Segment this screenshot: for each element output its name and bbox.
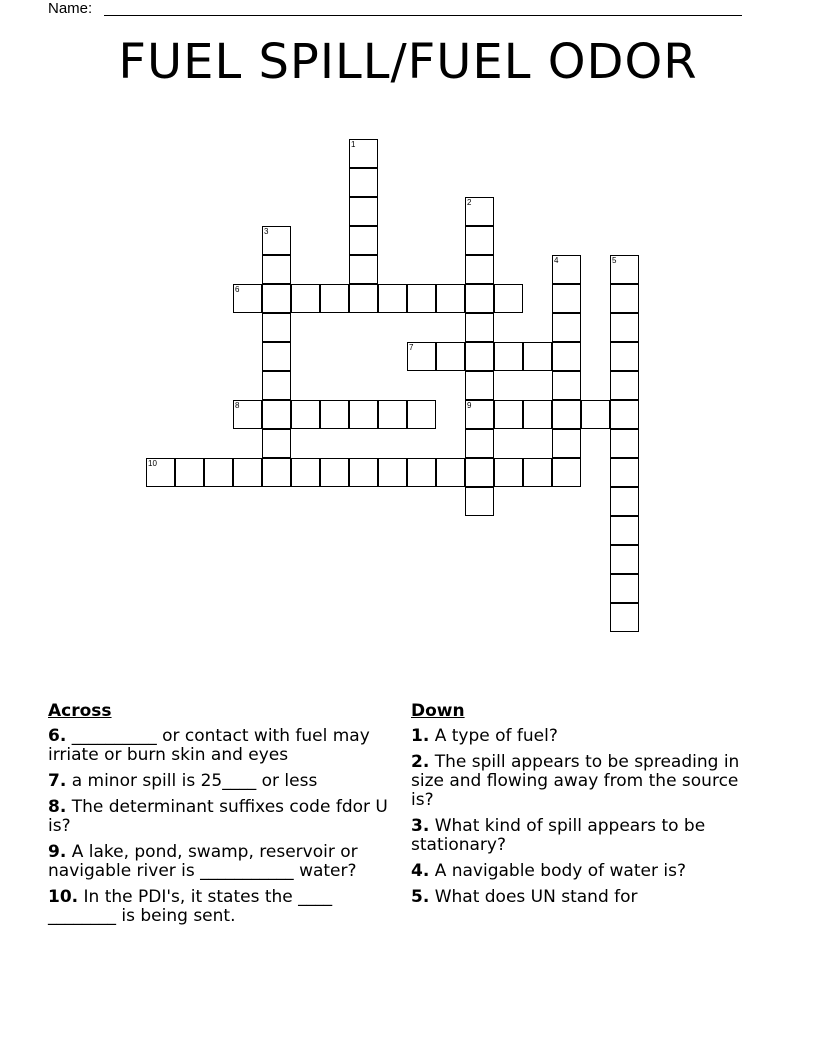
crossword-cell[interactable] (262, 313, 291, 342)
cell-number: 9 (467, 401, 472, 410)
crossword-cell[interactable] (349, 226, 378, 255)
name-label: Name: (48, 0, 93, 17)
crossword-cell[interactable] (610, 458, 639, 487)
crossword-cell[interactable] (175, 458, 204, 487)
down-heading: Down (411, 701, 465, 721)
crossword-cell[interactable] (552, 371, 581, 400)
crossword-cell[interactable] (146, 458, 175, 487)
crossword-cell[interactable] (465, 313, 494, 342)
crossword-cell[interactable] (610, 516, 639, 545)
crossword-cell[interactable] (494, 342, 523, 371)
crossword-cell[interactable] (349, 255, 378, 284)
crossword-cell[interactable] (407, 284, 436, 313)
crossword-cell[interactable] (465, 255, 494, 284)
clue-text: What kind of spill appears to be stationary? (411, 816, 706, 855)
crossword-cell[interactable] (262, 284, 291, 313)
clue-number: 4. (411, 861, 430, 881)
crossword-cell[interactable] (233, 400, 262, 429)
cell-number: 10 (148, 459, 157, 468)
crossword-cell[interactable] (610, 371, 639, 400)
crossword-cell[interactable] (320, 458, 349, 487)
clue-text: The determinant suffixes code fdor U is? (48, 797, 388, 836)
crossword-cell[interactable] (610, 429, 639, 458)
crossword-cell[interactable] (465, 429, 494, 458)
clue-down-3 (411, 817, 761, 855)
clue-number: 1. (411, 726, 430, 746)
crossword-cell[interactable] (523, 400, 552, 429)
crossword-cell[interactable] (320, 400, 349, 429)
crossword-cell[interactable] (262, 400, 291, 429)
crossword-cell[interactable] (349, 197, 378, 226)
crossword-cell[interactable] (552, 255, 581, 284)
cell-number: 1 (351, 140, 356, 149)
clue-number: 5. (411, 887, 430, 907)
clue-text: In the PDI's, it states the ____ ________ is being sent. (48, 887, 333, 926)
crossword-cell[interactable] (349, 139, 378, 168)
crossword-cell[interactable] (262, 429, 291, 458)
crossword-cell[interactable] (320, 284, 349, 313)
clue-text: a minor spill is 25____ or less (66, 771, 318, 791)
crossword-cell[interactable] (436, 342, 465, 371)
crossword-cell[interactable] (465, 400, 494, 429)
cell-number: 2 (467, 198, 472, 207)
crossword-cell[interactable] (407, 458, 436, 487)
clue-text: A lake, pond, swamp, reservoir or navigable river is ___________ water? (48, 842, 358, 881)
crossword-cell[interactable] (436, 458, 465, 487)
page-title: FUEL SPILL/FUEL ODOR (118, 34, 698, 90)
clue-number: 2. (411, 752, 430, 772)
crossword-cell[interactable] (291, 284, 320, 313)
crossword-cell[interactable] (378, 284, 407, 313)
crossword-cell[interactable] (465, 458, 494, 487)
clue-number: 7. (48, 771, 67, 791)
clue-text: A type of fuel? (429, 726, 558, 746)
crossword-cell[interactable] (465, 487, 494, 516)
across-heading: Across (48, 701, 112, 721)
crossword-cell[interactable] (291, 458, 320, 487)
clue-across-8 (48, 798, 400, 836)
clue-number: 3. (411, 816, 430, 836)
crossword-cell[interactable] (610, 574, 639, 603)
clue-number: 6. (48, 726, 67, 746)
clue-number: 10. (48, 887, 79, 907)
down-clues (411, 702, 761, 914)
cell-number: 3 (264, 227, 269, 236)
crossword-cell[interactable] (349, 458, 378, 487)
crossword-cell[interactable] (407, 400, 436, 429)
crossword-cell[interactable] (465, 226, 494, 255)
crossword-cell[interactable] (465, 342, 494, 371)
clue-number: 9. (48, 842, 67, 862)
crossword-cell[interactable] (494, 458, 523, 487)
crossword-cell[interactable] (465, 284, 494, 313)
crossword-cell[interactable] (552, 429, 581, 458)
clue-text: The spill appears to be spreading in size and flowing away from the source is? (411, 752, 740, 810)
crossword-cell[interactable] (523, 458, 552, 487)
clue-text: What does UN stand for (429, 887, 638, 907)
crossword-cell[interactable] (204, 458, 233, 487)
crossword-cell[interactable] (552, 342, 581, 371)
clue-number: 8. (48, 797, 67, 817)
clue-across-7 (48, 772, 400, 791)
crossword-cell[interactable] (349, 284, 378, 313)
clue-across-6 (48, 727, 400, 765)
crossword-cell[interactable] (233, 284, 262, 313)
crossword-cell[interactable] (494, 284, 523, 313)
clue-across-9 (48, 843, 400, 881)
crossword-cell[interactable] (262, 255, 291, 284)
crossword-cell[interactable] (610, 342, 639, 371)
clue-text: A navigable body of water is? (429, 861, 686, 881)
crossword-cell[interactable] (552, 458, 581, 487)
crossword-cell[interactable] (610, 255, 639, 284)
crossword-cell[interactable] (378, 458, 407, 487)
clue-down-2 (411, 753, 761, 810)
crossword-cell[interactable] (465, 197, 494, 226)
crossword-cell[interactable] (610, 284, 639, 313)
crossword-cell[interactable] (523, 342, 552, 371)
crossword-cell[interactable] (552, 400, 581, 429)
crossword-cell[interactable] (581, 400, 610, 429)
crossword-cell[interactable] (610, 313, 639, 342)
clue-down-5 (411, 888, 761, 907)
clue-down-4 (411, 862, 761, 881)
cell-number: 8 (235, 401, 240, 410)
crossword-cell[interactable] (465, 371, 494, 400)
across-clues (48, 702, 400, 933)
crossword-cell[interactable] (291, 400, 320, 429)
cell-number: 7 (409, 343, 414, 352)
cell-number: 6 (235, 285, 240, 294)
clue-text: __________ or contact with fuel may irriate or burn skin and eyes (48, 726, 370, 765)
crossword-cell[interactable] (610, 545, 639, 574)
crossword-cell[interactable] (378, 400, 407, 429)
crossword-cell[interactable] (552, 284, 581, 313)
crossword-cell[interactable] (349, 400, 378, 429)
cell-number: 4 (554, 256, 559, 265)
cell-number: 5 (612, 256, 617, 265)
crossword-cell[interactable] (552, 313, 581, 342)
crossword-cell[interactable] (262, 458, 291, 487)
crossword-cell[interactable] (233, 458, 262, 487)
crossword-cell[interactable] (610, 603, 639, 632)
crossword-cell[interactable] (436, 284, 465, 313)
crossword-cell[interactable] (262, 226, 291, 255)
clue-down-1 (411, 727, 761, 746)
crossword-cell[interactable] (494, 400, 523, 429)
crossword-cell[interactable] (610, 487, 639, 516)
crossword-cell[interactable] (262, 371, 291, 400)
clue-across-10 (48, 888, 400, 926)
crossword-cell[interactable] (407, 342, 436, 371)
crossword-cell[interactable] (262, 342, 291, 371)
crossword-cell[interactable] (610, 400, 639, 429)
crossword-cell[interactable] (349, 168, 378, 197)
